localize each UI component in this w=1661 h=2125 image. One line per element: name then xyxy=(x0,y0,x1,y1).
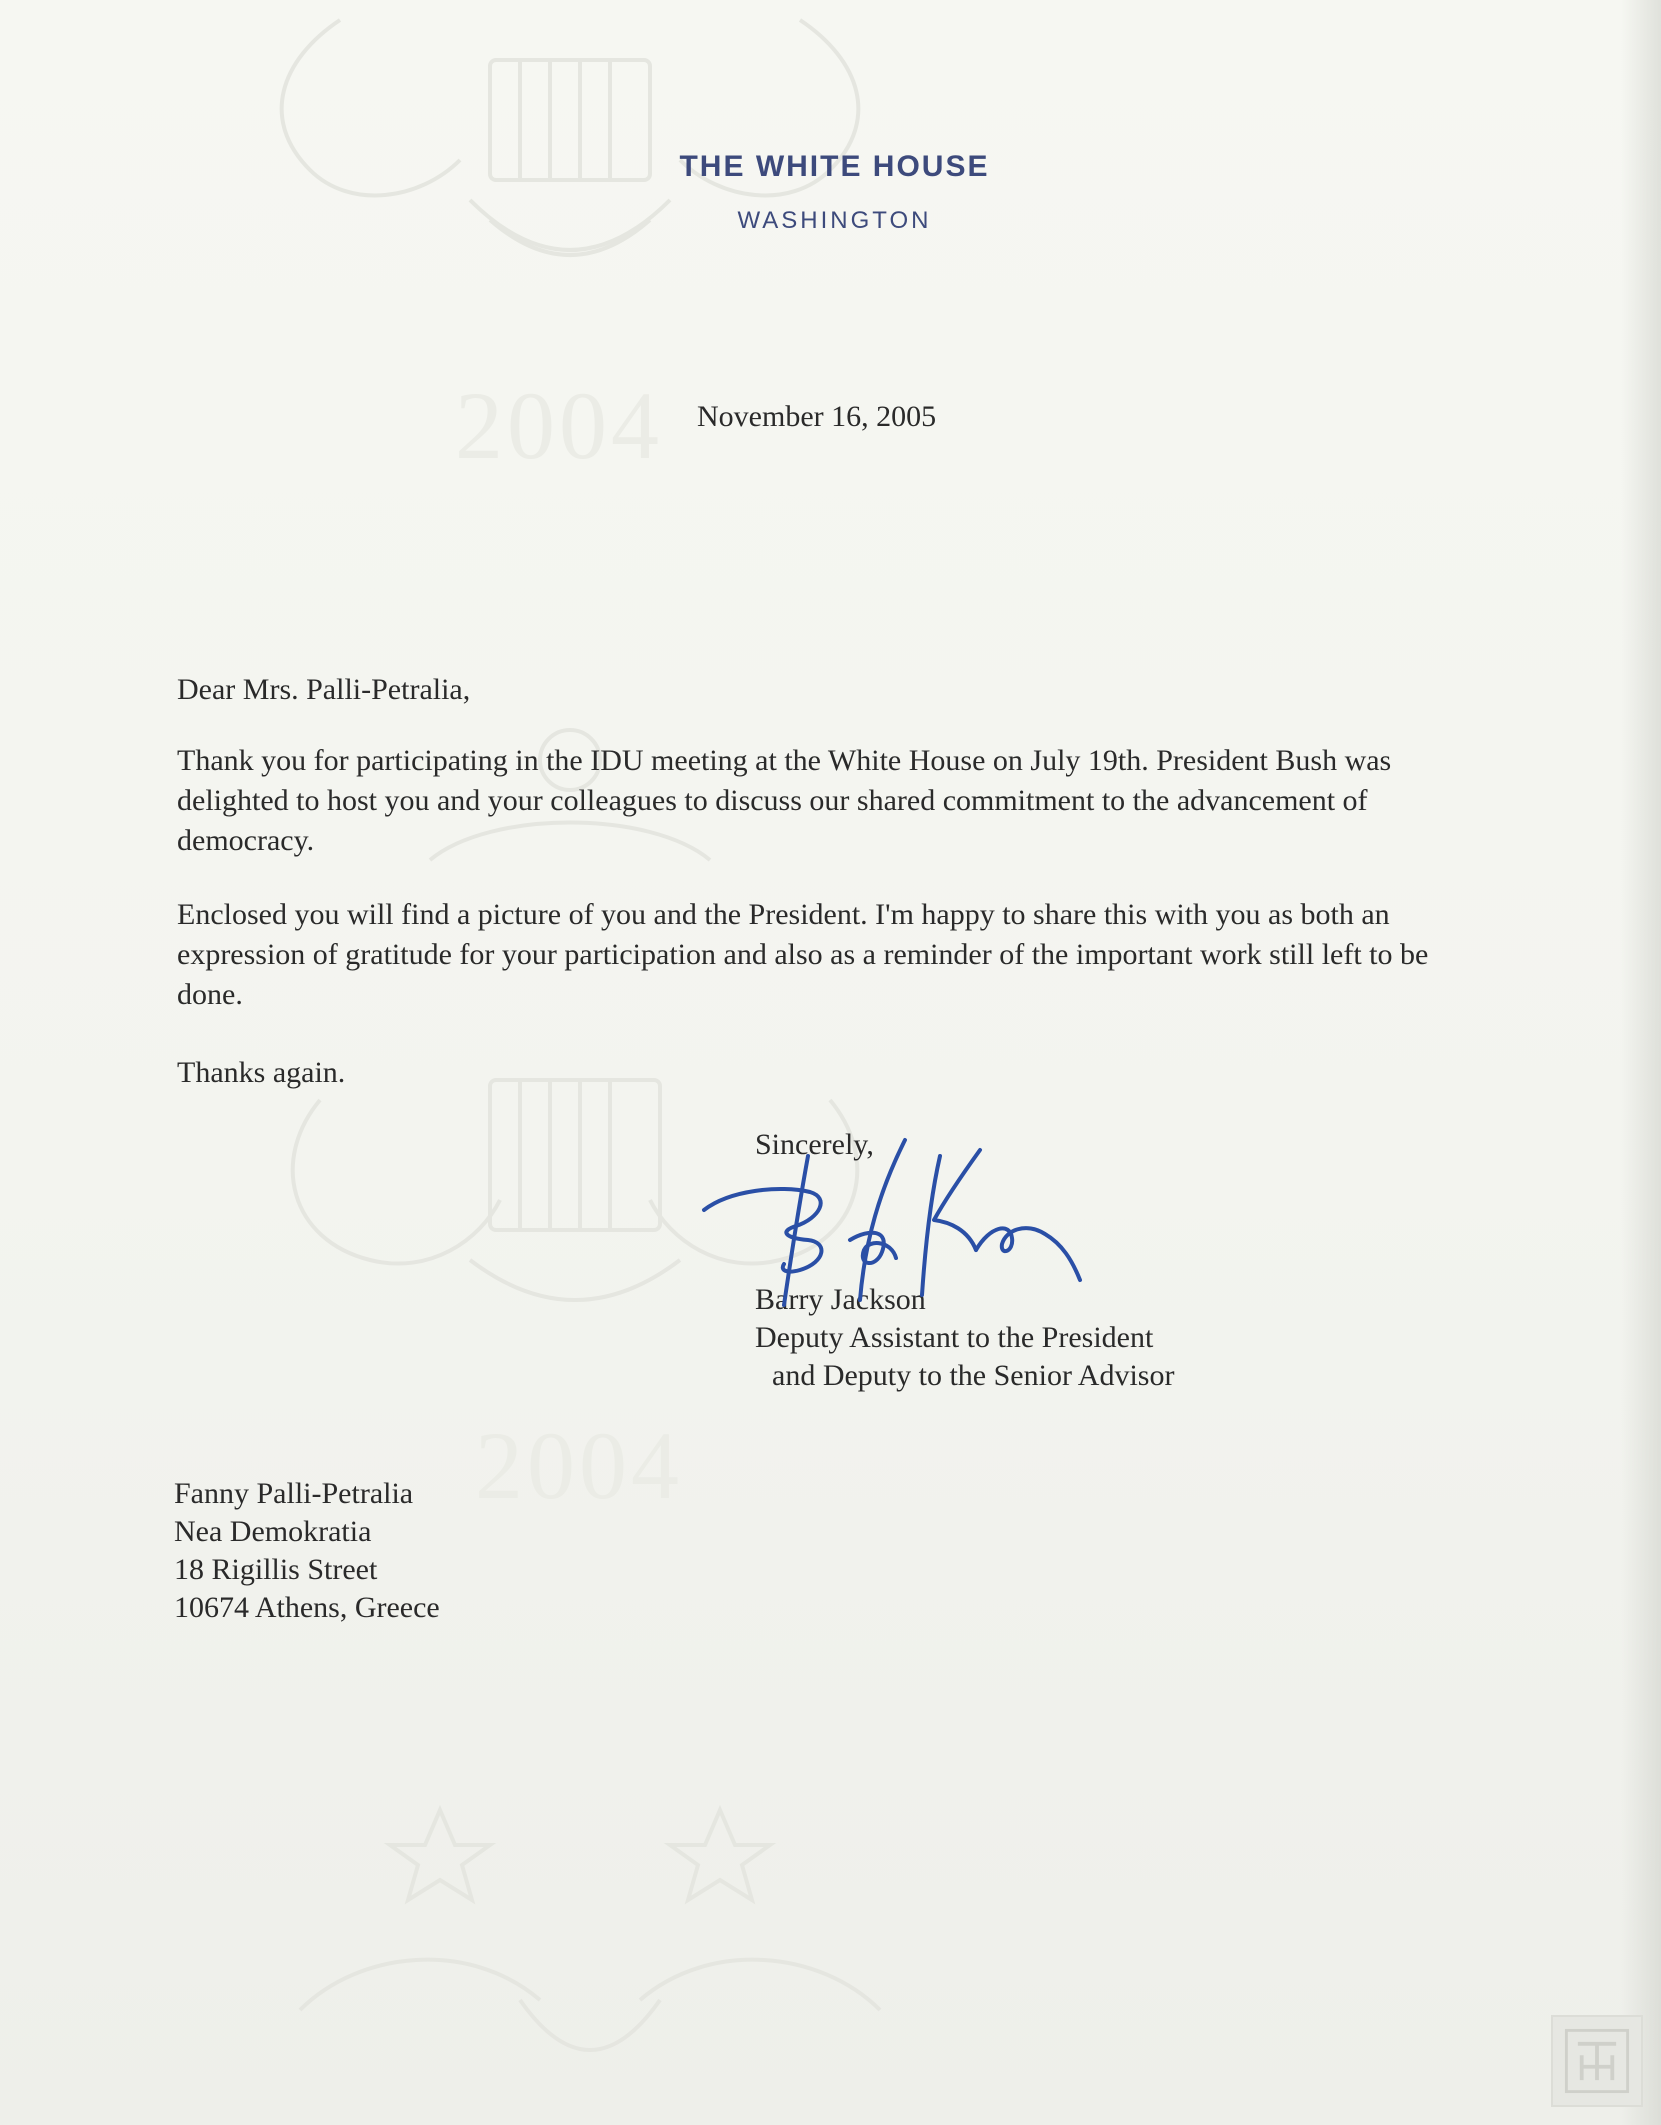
recipient-name: Fanny Palli-Petralia xyxy=(174,1477,414,1510)
recipient-organization: Nea Demokratia xyxy=(174,1515,372,1548)
signer-title-line-1: Deputy Assistant to the President xyxy=(755,1321,1154,1354)
paper-edge-shadow xyxy=(1621,0,1661,2125)
thanks-line: Thanks again. xyxy=(177,1056,346,1089)
signer-title-line-2: and Deputy to the Senior Advisor xyxy=(772,1359,1175,1392)
recipient-address xyxy=(174,1475,440,1627)
closing-sincerely: Sincerely, xyxy=(755,1128,874,1161)
recipient-city: 10674 Athens, Greece xyxy=(174,1591,440,1624)
watermark-year-bottom: 2004 xyxy=(475,1412,683,1519)
body-paragraph-1: Thank you for participating in the IDU meeting at the White House on July 19th. President Bush was delighted to host you and your colleagues to discuss our shared commitment to the advancement of democracy. xyxy=(177,744,1392,857)
archive-monogram-icon xyxy=(1553,2017,1641,2105)
watermark-year-top: 2004 xyxy=(455,372,663,479)
letterhead-subtitle: WASHINGTON xyxy=(737,207,932,234)
signer-name: Barry Jackson xyxy=(755,1283,926,1316)
recipient-street: 18 Rigillis Street xyxy=(174,1553,378,1586)
salutation: Dear Mrs. Palli-Petralia, xyxy=(177,673,471,706)
handwritten-signature xyxy=(700,1130,1120,1320)
seal-watermark-bottom xyxy=(240,1750,940,2125)
letterhead-title: THE WHITE HOUSE xyxy=(679,150,990,183)
corner-archive-stamp xyxy=(1551,2015,1643,2107)
body-paragraph-2: Enclosed you will find a picture of you and the President. I'm happy to share this with you as both an expression of gratitude for your participation and also as a reminder of the important work still left to be done. xyxy=(177,898,1429,1011)
letter-date: November 16, 2005 xyxy=(697,400,937,433)
